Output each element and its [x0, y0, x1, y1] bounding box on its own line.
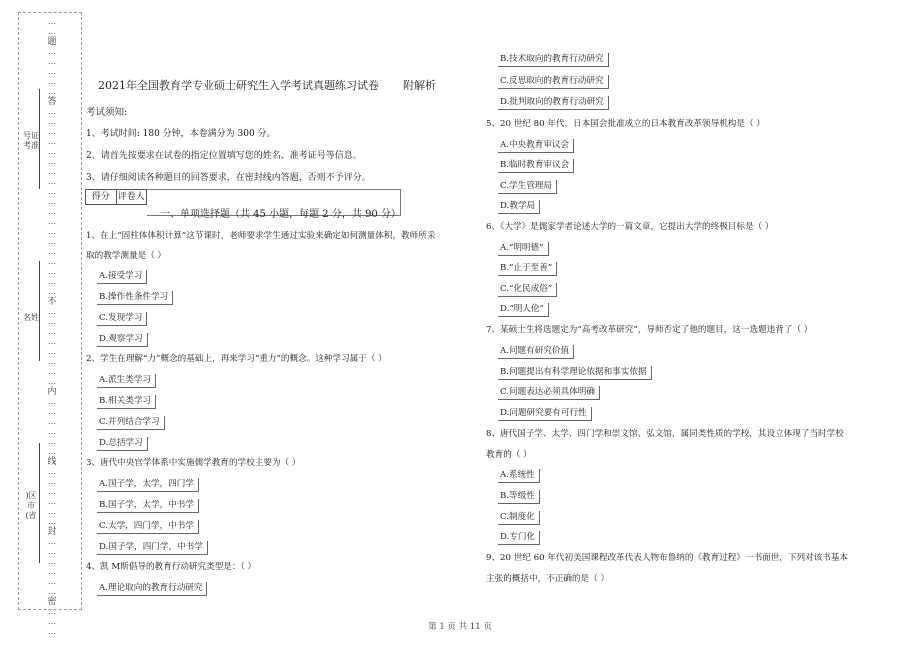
option: A.中央教育审议会 — [498, 139, 574, 153]
option: D.教学局 — [498, 200, 540, 214]
option: C.发现学习 — [97, 312, 147, 326]
question-stem: 2、学生在理解“力”概念的基础上，再来学习“重力”的概念。这种学习属于（ ） — [86, 354, 387, 364]
option: D.总括学习 — [97, 437, 148, 451]
binding-col-char-0: 不 — [47, 297, 57, 307]
binding-field-name: 名姓 — [23, 313, 39, 322]
binding-field-exam-no: 号证考准 — [23, 131, 39, 150]
option: D.批判取向的教育行动研究 — [498, 96, 609, 110]
binding-top-char: 题 — [47, 37, 57, 47]
binding-field-region: )区市(省 — [25, 491, 37, 520]
question-stem: 8、唐代国子学、太学、四门学和崇文馆、弘文馆，属同类性质的学校，其设立体现了当时学校 — [486, 429, 844, 439]
option: C.太学，四门学，中书学 — [97, 520, 199, 534]
option: C.反思取向的教育行动研究 — [498, 75, 609, 89]
option: A.系统性 — [498, 469, 540, 483]
question-stem: 取的教学测量是（ ） — [86, 251, 167, 261]
exam-title-main: 2021年全国教育学专业硕士研究生入学考试真题练习试卷 — [98, 79, 379, 92]
option: B.临时教育审议会 — [498, 159, 574, 173]
option: C.学生管理局 — [498, 180, 557, 194]
option: A.国子学，太学，四门学 — [97, 478, 199, 492]
question-stem: 4、凯 M斯倡导的教育行动研究类型是：（ ） — [86, 562, 257, 572]
notice-item: 1、考试时间: 180 分钟，本卷满分为 300 分。 — [86, 129, 276, 139]
option: C.并列结合学习 — [97, 416, 165, 430]
binding-rule-region — [39, 443, 40, 563]
option: A.接受学习 — [97, 270, 147, 284]
question-stem: 7、某硕士生将选题定为“高考改革研究”，导师否定了他的题目，这一选题违背了（ ） — [486, 325, 813, 335]
binding-col-char-2: 线 — [47, 457, 57, 467]
option: D.观察学习 — [97, 333, 148, 347]
option: C.制度化 — [498, 511, 540, 525]
question-stem: 6、《大学》是儒家学者论述大学的一篇文章，它提出大学的终极目标是（ ） — [486, 222, 774, 232]
question-stem: 教育的（ ） — [486, 450, 532, 460]
exam-title-suffix: 附解析 — [403, 79, 436, 92]
option: D.国子学，四门学，中书学 — [97, 541, 208, 555]
grader-label: 评卷人 — [117, 192, 145, 202]
notice-heading: 考试须知: — [86, 107, 128, 118]
question-stem: 1、在上“固柱体体积计算”这节课时，老师要求学生通过实验来确定如何测量体积，教师所采 — [86, 231, 436, 241]
binding-rule-exam-no — [39, 89, 40, 189]
option: B.等级性 — [498, 490, 540, 504]
score-box — [85, 189, 147, 205]
binding-col-char-1: 内 — [47, 387, 57, 397]
option: A.派生类学习 — [97, 374, 156, 388]
option: B.相关类学习 — [97, 395, 156, 409]
page-number: 第 1 页 共 11 页 — [428, 622, 492, 632]
option: B.国子学，太学，中书学 — [97, 499, 199, 513]
question-stem: 9、20 世纪 60 年代初美国课程改革代表人物布鲁纳的《教育过程》一书面世，下列对该书基本 — [486, 553, 849, 563]
option: C.问题表达必须具体明确 — [498, 386, 600, 400]
binding-answer-char: 答 — [47, 97, 57, 107]
binding-strip — [18, 12, 82, 636]
option: B.“止于至善” — [498, 262, 557, 276]
binding-col-char-3: 封 — [47, 527, 57, 537]
option: C.“化民成俗” — [498, 283, 557, 297]
score-label: 得分 — [86, 190, 117, 204]
question-stem: 5、20 世纪 80 年代，日本国会批准成立的日本教育改革领导机构是（ ） — [486, 119, 765, 129]
notice-item: 2、请首先按要求在试卷的指定位置填写您的姓名、准考证号等信息。 — [86, 151, 362, 161]
binding-rule-name — [39, 261, 40, 361]
option: B.操作性条件学习 — [97, 291, 173, 305]
option: D.专门化 — [498, 531, 540, 545]
binding-col-char-4: 密 — [47, 597, 57, 607]
question-stem: 主张的概括中，不正确的是（ ） — [486, 574, 610, 584]
option: D.“明人伦” — [498, 303, 549, 317]
binding-dots-column: … … 题 … … … … … 答 … … … … … … … … … … … … … … … … … … … 不 … … … … … … … … 内 … … … … … … 线 … … … … … … 封 … … … … … … 密 … … … — [45, 17, 59, 637]
option: A.“明明德” — [498, 242, 549, 256]
notice-item: 3、请仔细阅读各种题目的回答要求，在密封线内答题，否则不予评分。 — [86, 173, 371, 183]
question-stem: 3、唐代中央官学体系中实施儒学教育的学校主要为（ ） — [86, 458, 301, 468]
exam-title — [98, 77, 436, 93]
option: B.技术取向的教育行动研究 — [498, 53, 609, 67]
option: D.问题研究要有可行性 — [498, 407, 592, 421]
option: A.问题有研究价值 — [498, 345, 574, 359]
option: B.问题提出有科学理论依据和事实依据 — [498, 366, 652, 380]
option: A.理论取向的教育行动研究 — [97, 582, 207, 596]
section-title: 一、单项选择题（共 45 小题，每题 2 分，共 90 分） — [160, 209, 401, 220]
